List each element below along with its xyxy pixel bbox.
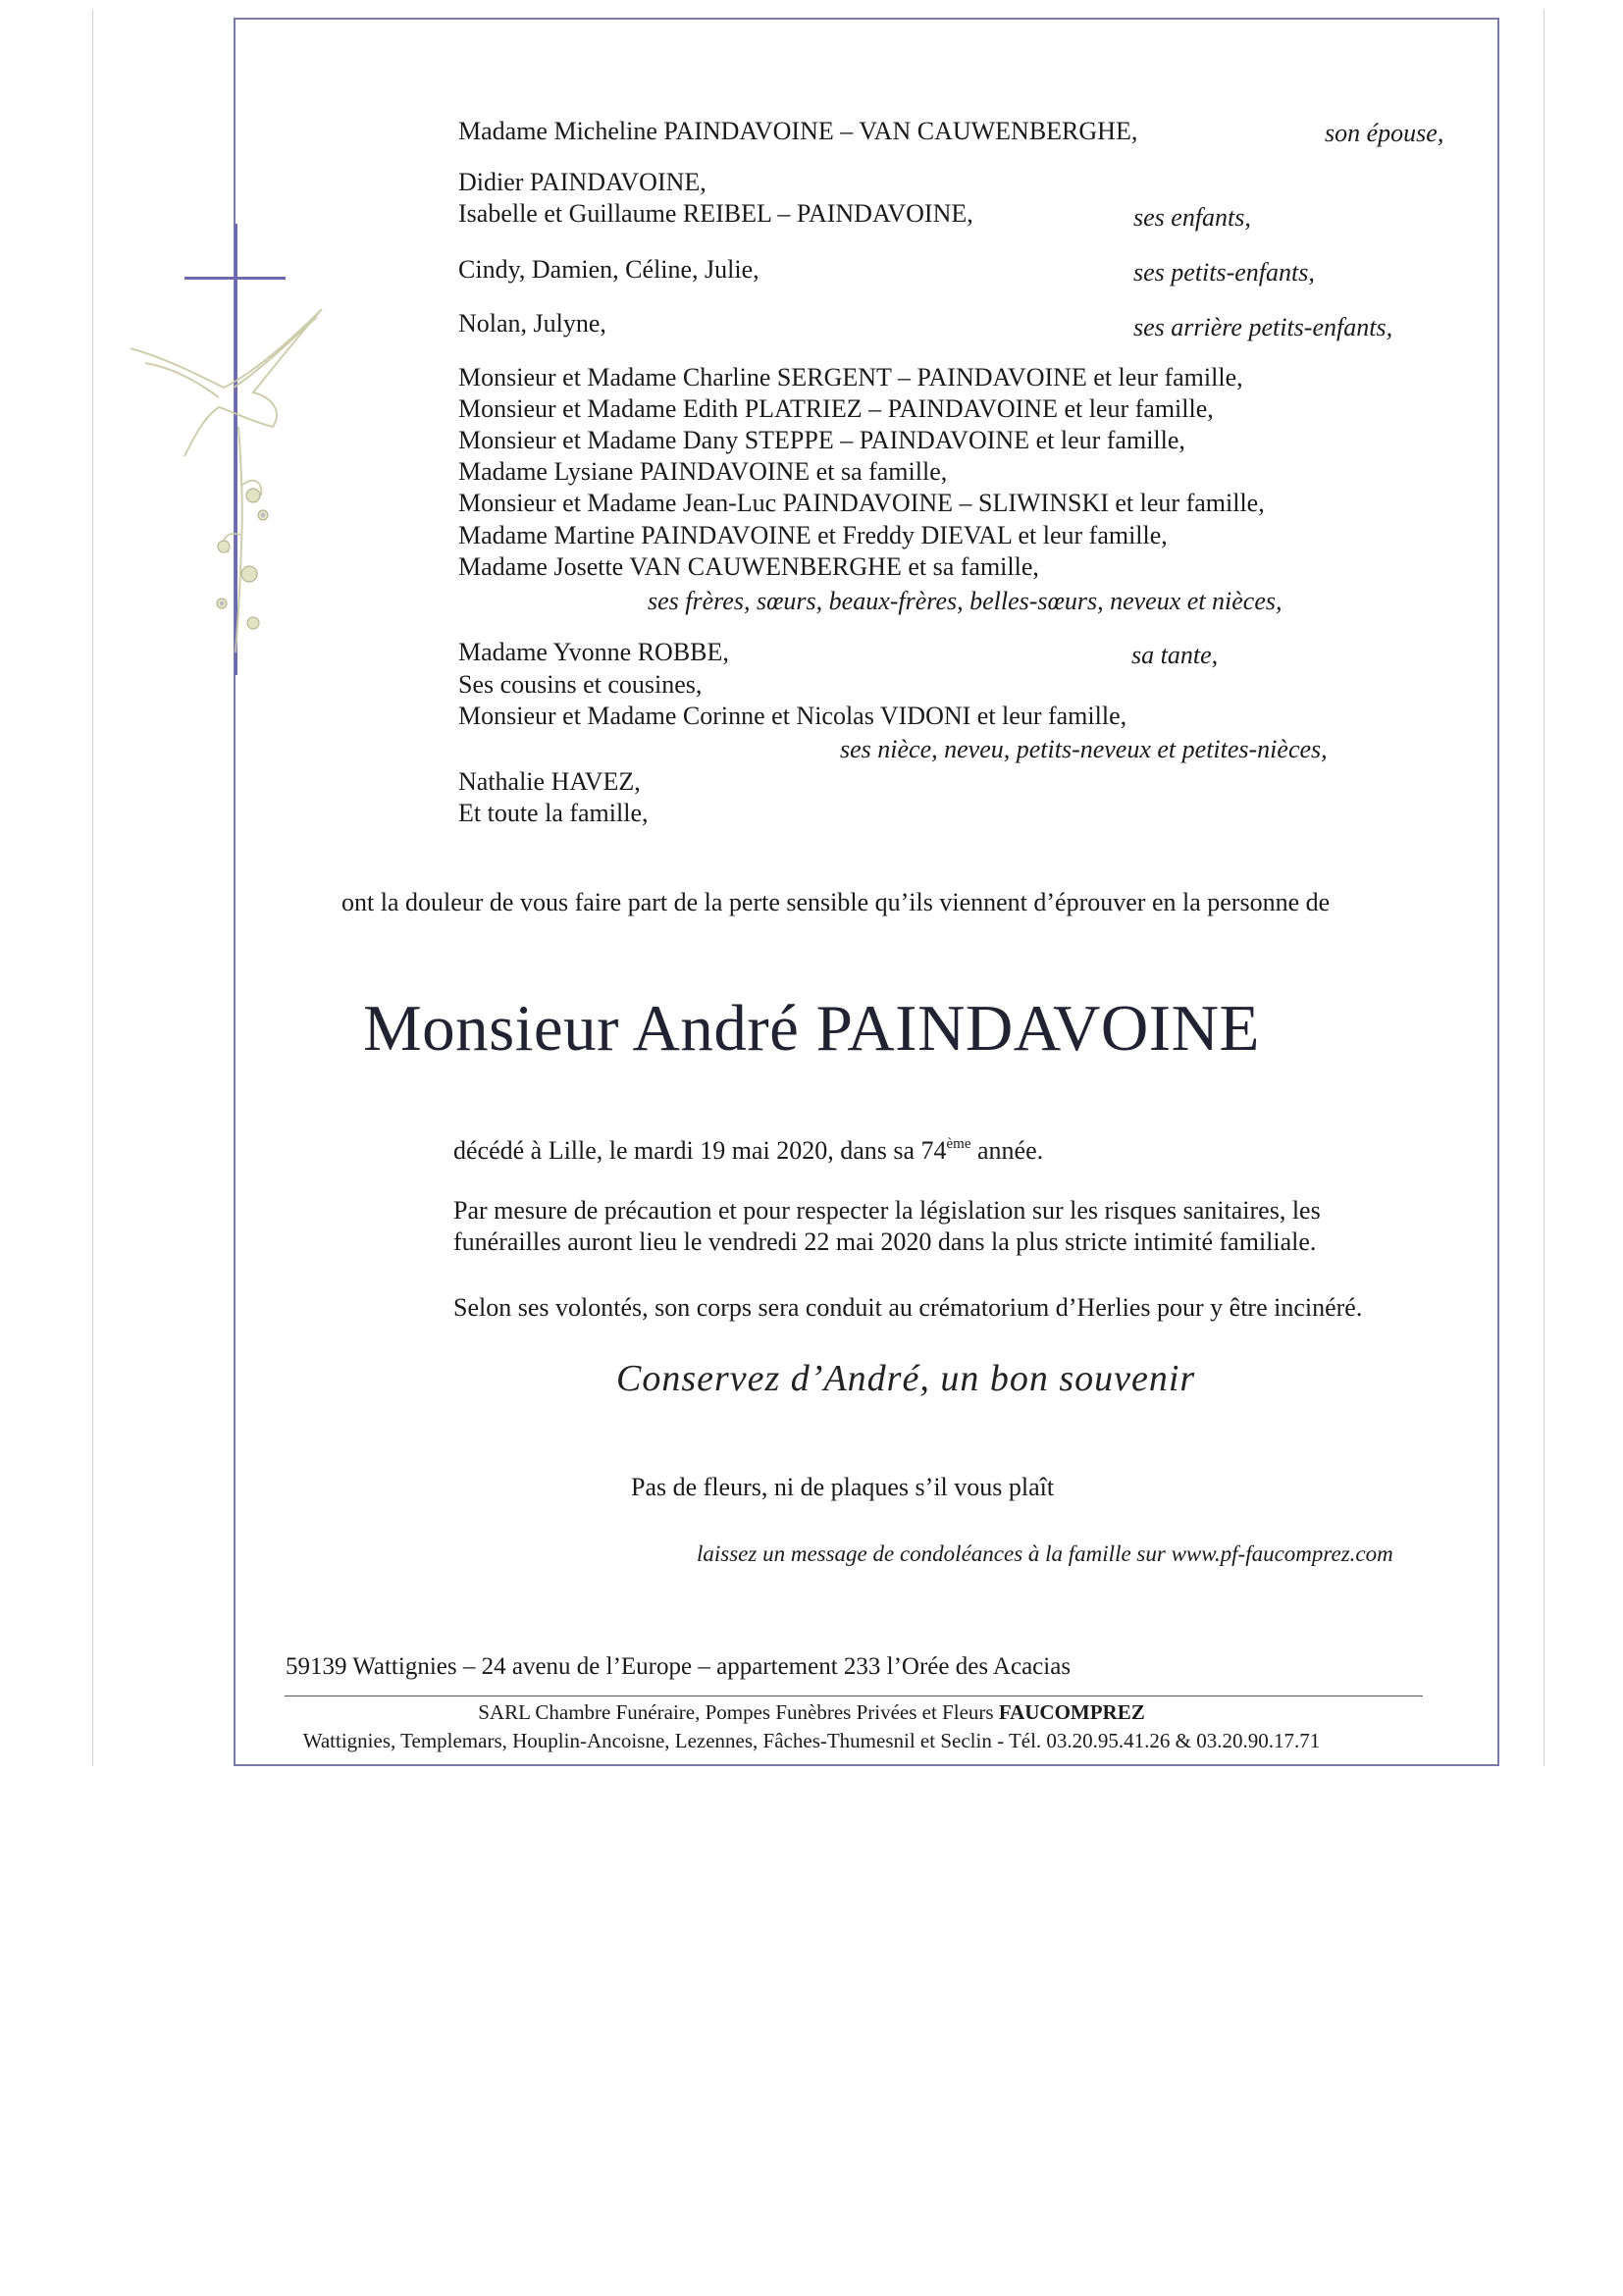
spouse-name: Madame Micheline PAINDAVOINE – VAN CAUWENBERGHE, xyxy=(458,117,1138,145)
announcement-text: ont la douleur de vous faire part de la perte sensible qu’ils viennent d’éprouver en la personne de xyxy=(341,888,1331,916)
sibling-line: Monsieur et Madame Charline SERGENT – PAINDAVOINE et leur famille, xyxy=(458,363,1243,391)
grandchildren-names: Cindy, Damien, Céline, Julie, xyxy=(458,255,759,284)
aunt-relation: sa tante, xyxy=(1131,641,1219,669)
sibling-line: Madame Lysiane PAINDAVOINE et sa famille, xyxy=(458,457,948,486)
child-name: Didier PAINDAVOINE, xyxy=(458,168,707,196)
cousins-line: Monsieur et Madame Corinne et Nicolas VIDONI et leur famille, xyxy=(458,702,1127,730)
other-name: Et toute la famille, xyxy=(458,799,649,827)
cousins-line: Ses cousins et cousines, xyxy=(458,670,703,699)
remembrance-text: Conservez d’André, un bon souvenir xyxy=(616,1358,1196,1399)
cremation-text: Selon ses volontés, son corps sera conduit au crématorium d’Herlies pour y être incinéré. xyxy=(453,1293,1363,1322)
death-after: année. xyxy=(970,1136,1044,1165)
scan-edge-left xyxy=(92,10,93,1766)
sibling-line: Monsieur et Madame Jean-Luc PAINDAVOINE – SLIWINSKI et leur famille, xyxy=(458,489,1265,517)
dove-icon xyxy=(126,289,341,662)
sibling-line: Monsieur et Madame Dany STEPPE – PAINDAVOINE et leur famille, xyxy=(458,426,1185,454)
aunt-name: Madame Yvonne ROBBE, xyxy=(458,638,729,666)
siblings-relation: ses frères, sœurs, beaux-frères, belles-sœurs, neveux et nièces, xyxy=(648,587,1283,615)
sibling-line: Madame Josette VAN CAUWENBERGHE et sa famille, xyxy=(458,552,1039,581)
footer-company-prefix: SARL Chambre Funéraire, Pompes Funèbres Privées et Fleurs xyxy=(478,1700,999,1724)
funeral-line: Par mesure de précaution et pour respecter la législation sur les risques sanitaires, les xyxy=(453,1196,1321,1225)
deceased-name: Monsieur André PAINDAVOINE xyxy=(363,992,1260,1065)
great-grandchildren-relation: ses arrière petits-enfants, xyxy=(1133,313,1393,341)
death-details xyxy=(453,1128,1043,1167)
footer-locations: Wattignies, Templemars, Houplin-Ancoisne, Lezennes, Fâches-Thumesnil et Seclin - Tél. 03.20.95.41.26 & 03.20.90.17.71 xyxy=(302,1729,1321,1752)
other-name: Nathalie HAVEZ, xyxy=(458,767,641,796)
footer-company-name: FAUCOMPREZ xyxy=(998,1700,1145,1724)
great-grandchildren-names: Nolan, Julyne, xyxy=(458,309,606,338)
children-relation: ses enfants, xyxy=(1133,203,1251,232)
cross-icon-bar xyxy=(184,277,286,280)
flowers-text: Pas de fleurs, ni de plaques s’il vous plaît xyxy=(631,1473,1055,1501)
address-text: 59139 Wattignies – 24 avenu de l’Europe – appartement 233 l’Orée des Acacias xyxy=(286,1653,1072,1680)
child-name: Isabelle et Guillaume REIBEL – PAINDAVOINE, xyxy=(458,199,973,228)
spouse-relation: son épouse, xyxy=(1325,119,1444,147)
death-superscript: ème xyxy=(946,1136,971,1152)
cousins-relation: ses nièce, neveu, petits-neveux et petites-nièces, xyxy=(840,735,1328,763)
grandchildren-relation: ses petits-enfants, xyxy=(1133,258,1315,287)
funeral-line: funérailles auront lieu le vendredi 22 mai 2020 dans la plus stricte intimité familiale. xyxy=(453,1227,1317,1256)
death-text: décédé à Lille, le mardi 19 mai 2020, dans sa 74 xyxy=(453,1136,947,1165)
sibling-line: Madame Martine PAINDAVOINE et Freddy DIEVAL et leur famille, xyxy=(458,521,1168,549)
footer-company xyxy=(0,1698,1623,1726)
sibling-line: Monsieur et Madame Edith PLATRIEZ – PAINDAVOINE et leur famille, xyxy=(458,394,1214,423)
condolences-text: laissez un message de condoléances à la famille sur www.pf-faucomprez.com xyxy=(697,1541,1393,1566)
